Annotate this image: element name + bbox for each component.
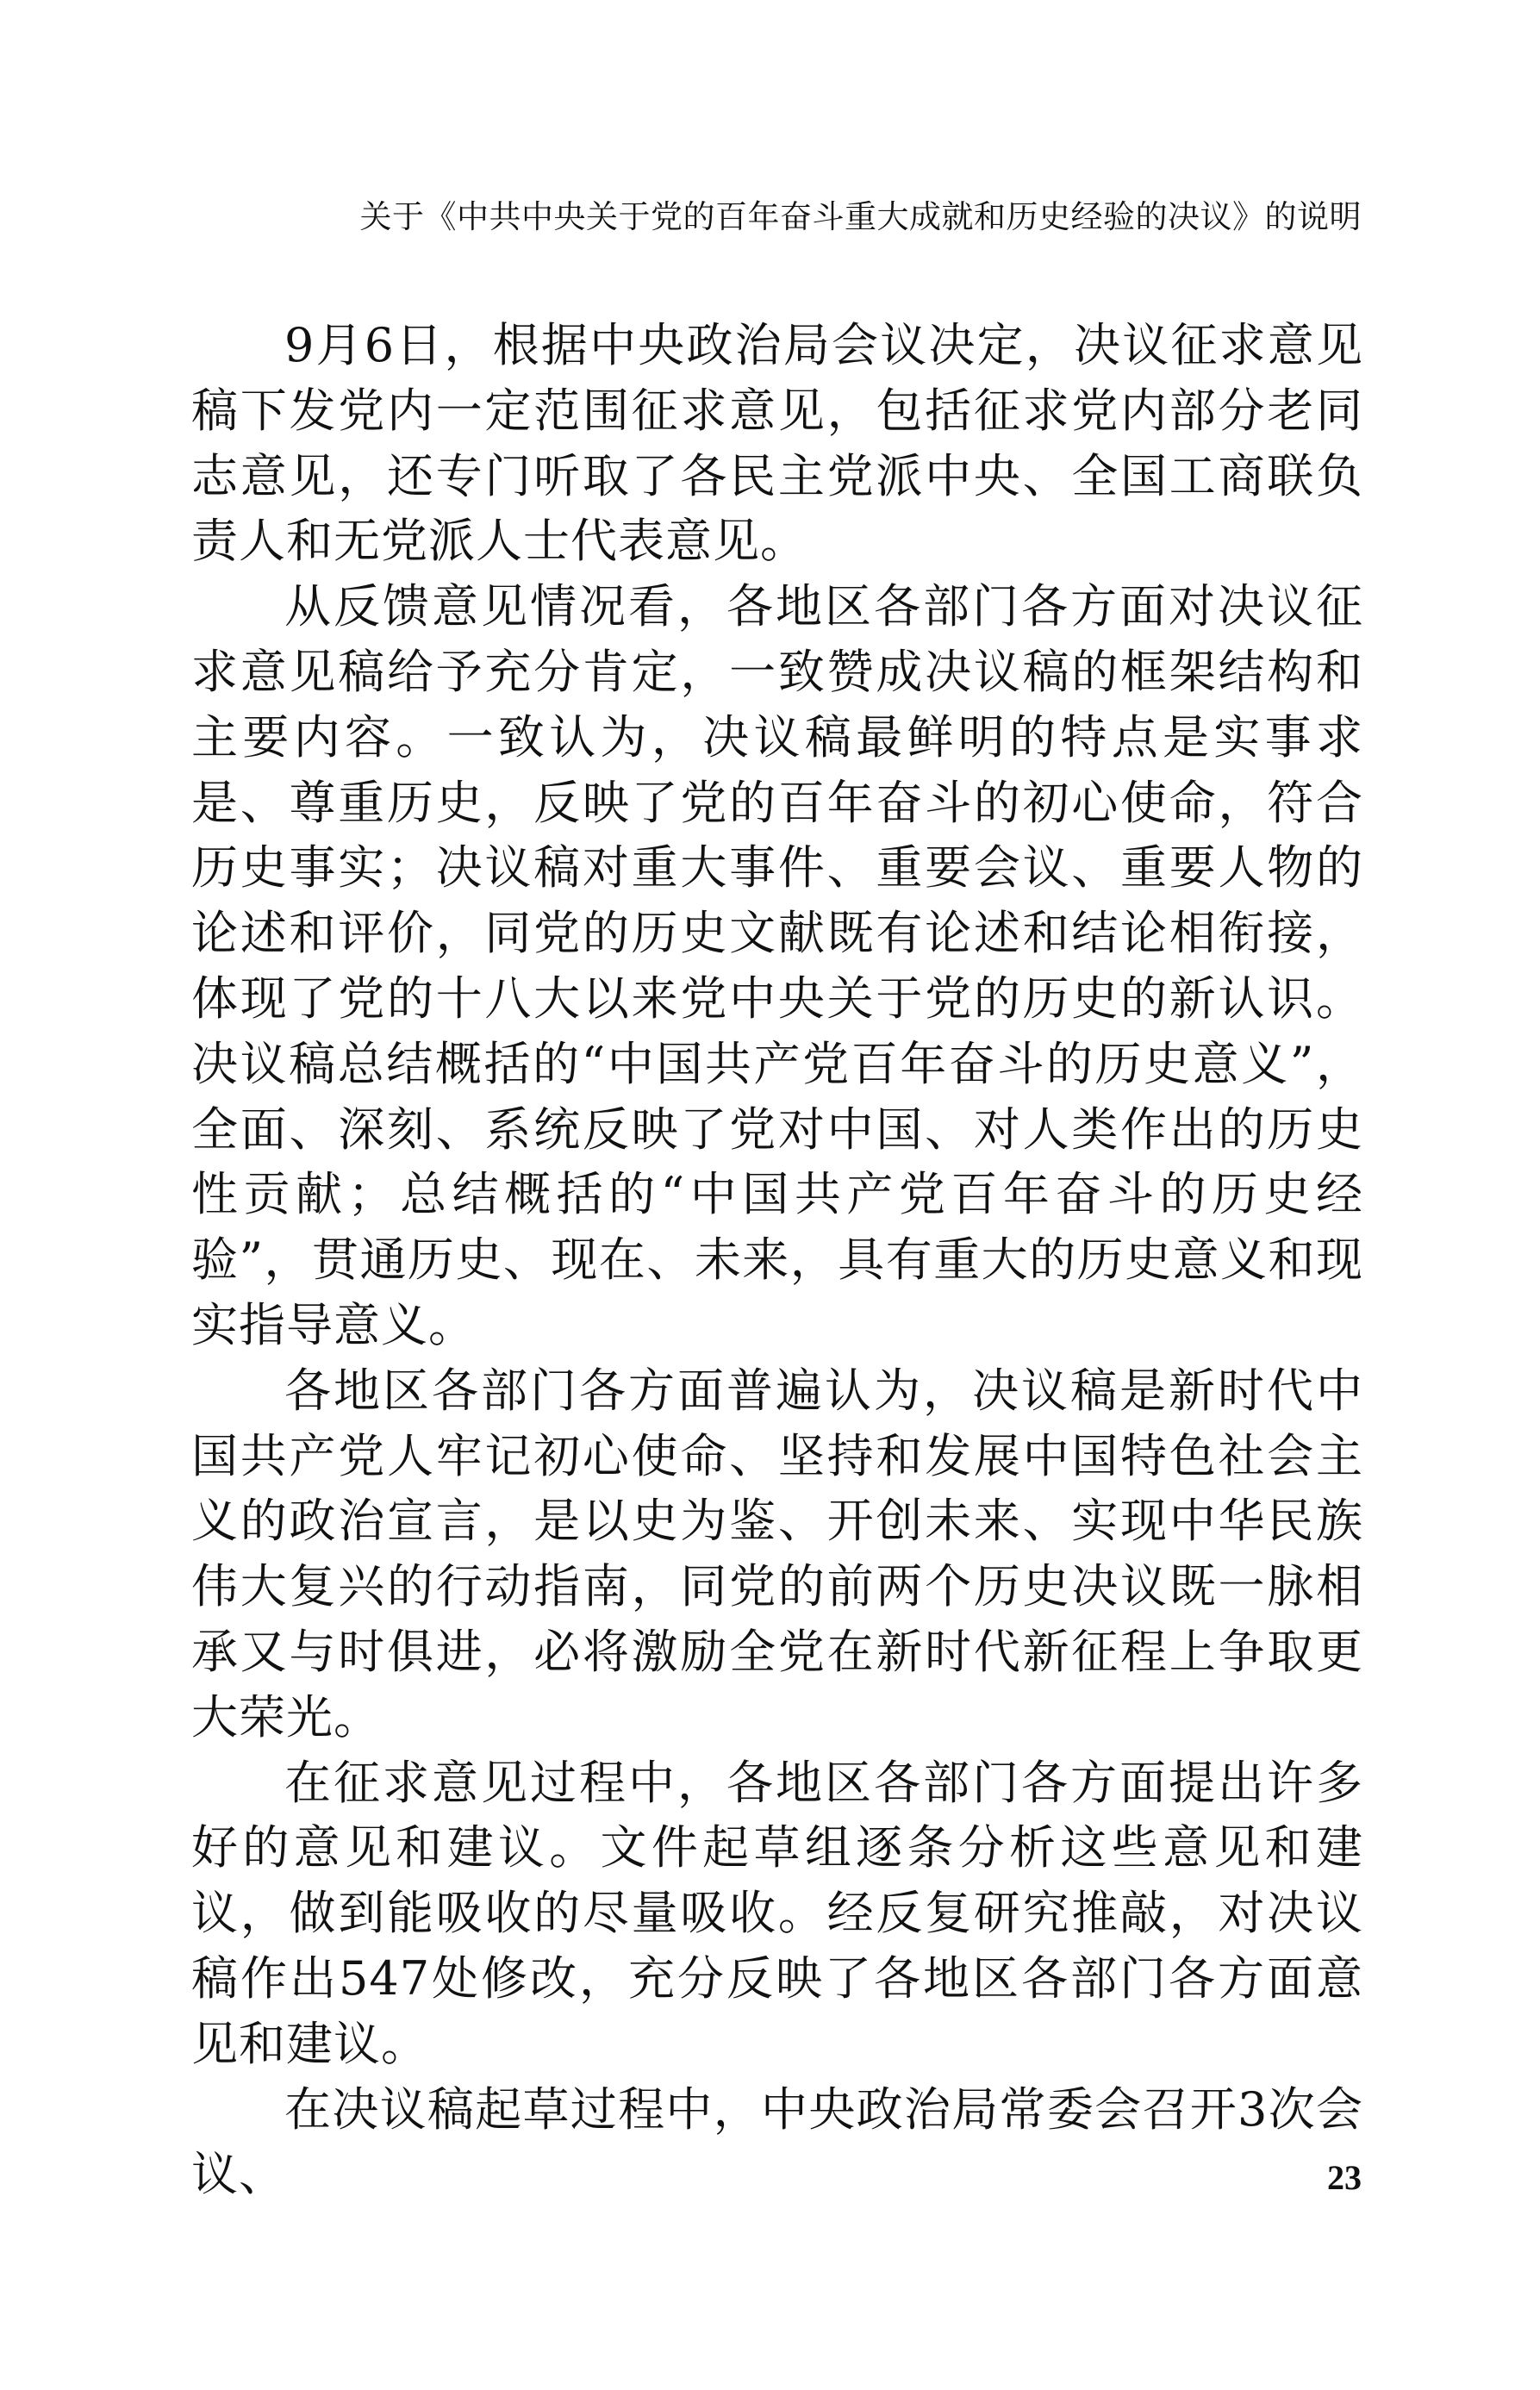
paragraph-2: 从反馈意见情况看，各地区各部门各方面对决议征求意见稿给予充分肯定，一致赞成决议稿的框架结构和主要内容。一致认为，决议稿最鲜明的特点是实事求是、尊重历史，反映了党的百年奋斗的初心使命，符合历史事实；决议稿对重大事件、重要会议、重要人物的论述和评价，同党的历史文献既有论述和结论相衔接，体现了党的十八大以来党中央关于党的历史的新认识。决议稿总结概括的“中国共产党百年奋斗的历史意义”，全面、深刻、系统反映了党对中国、对人类作出的历史性贡献；总结概括的“中国共产党百年奋斗的历史经验”，贯通历史、现在、未来，具有重大的历史意义和现实指导意义。 (191, 579, 1363, 1352)
paragraph-5: 在决议稿起草过程中，中央政治局常委会召开3次会议、 (191, 2081, 1363, 2202)
body-text (191, 313, 1363, 2207)
running-header: 关于《中共中央关于党的百年奋斗重大成就和历史经验的决议》的说明 (359, 198, 1362, 235)
paragraph-4: 在征求意见过程中，各地区各部门各方面提出许多好的意见和建议。文件起草组逐条分析这些意见和建议，做到能吸收的尽量吸收。经反复研究推敲，对决议稿作出547处修改，充分反映了各地区各部门各方面意见和建议。 (191, 1755, 1363, 2071)
paragraph-1: 9月6日，根据中央政治局会议决定，决议征求意见稿下发党内一定范围征求意见，包括征求党内部分老同志意见，还专门听取了各民主党派中央、全国工商联负责人和无党派人士代表意见。 (191, 318, 1363, 569)
paragraph-3: 各地区各部门各方面普遍认为，决议稿是新时代中国共产党人牢记初心使命、坚持和发展中国特色社会主义的政治宣言，是以史为鉴、开创未来、实现中华民族伟大复兴的行动指南，同党的前两个历史决议既一脉相承又与时俱进，必将激励全党在新时代新征程上争取更大荣光。 (191, 1363, 1363, 1744)
page-number: 23 (1327, 2158, 1362, 2197)
